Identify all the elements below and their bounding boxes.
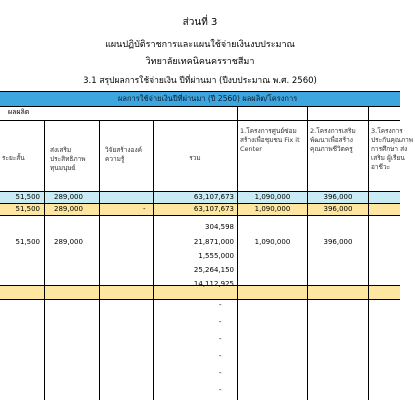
cell-value: 289,000	[54, 238, 83, 246]
empty-dash: -	[219, 335, 222, 343]
empty-dash: -	[219, 352, 222, 360]
band-title: ผลการใช้จ่ายเงินปีที่ผ่านมา (ปี 2560) ผลผลิต/โครงการ	[118, 94, 298, 103]
empty-dash: -	[219, 301, 222, 309]
grid-line	[0, 91, 400, 92]
empty-dash: -	[219, 318, 222, 326]
grid-line	[0, 120, 400, 121]
col-header-human-capital: ส่งเสริมประสิทธิภาพ ทุนมนุษย์	[50, 146, 86, 172]
grid-line	[368, 106, 369, 400]
grid-line	[44, 120, 45, 400]
document-title: แผนปฏิบัติราชการและแผนใช้จ่ายเงินงบประมาณ	[105, 40, 295, 50]
cell-value: -	[143, 205, 146, 213]
cell-value: 1,090,000	[254, 238, 291, 246]
grid-line	[0, 215, 400, 216]
grid-line	[0, 203, 400, 204]
grid-line	[153, 120, 154, 400]
cell-value: 21,871,000	[193, 238, 234, 246]
cell-value: 289,000	[54, 193, 83, 201]
col-header-research: วิจัยสร้างองค์ความรู้	[105, 146, 142, 163]
cell-value: 51,500	[15, 193, 40, 201]
grid-line	[0, 106, 400, 107]
group-label: ผลผลิต	[8, 108, 30, 116]
col-header-short-term: ระยะสั้น	[2, 154, 25, 162]
empty-dash: -	[219, 369, 222, 377]
cell-value: 396,000	[323, 205, 353, 213]
cell-value: 1,090,000	[254, 193, 291, 201]
col-header-quality-assurance: 3.โครงการประกันคุณภาพการศึกษา ส่งเสริม ผู้เรียนอาชีวะ	[371, 127, 414, 171]
cell-value: 1,555,000	[198, 252, 234, 260]
section-subtitle: 3.1 สรุปผลการใช้จ่ายเงิน ปีที่ผ่านมา (ปีงบประมาณ พ.ศ. 2560)	[83, 76, 317, 86]
cell-value: 289,000	[54, 205, 83, 213]
cell-value: 63,107,673	[193, 205, 234, 213]
grid-line	[0, 299, 400, 300]
cell-value: 396,000	[323, 193, 353, 201]
grid-line	[99, 120, 100, 400]
organization-name: วิทยาลัยเทคนิคนครราชสีมา	[145, 57, 255, 67]
grid-line	[237, 106, 238, 400]
cell-value: 51,500	[15, 238, 40, 246]
grid-line	[307, 106, 308, 400]
cell-value: 25,264,150	[193, 266, 234, 274]
col-header-fix-it-center: 1.โครงการศูนย์ซ่อมสร้างเพื่อชุมชน Fix it Center	[240, 127, 300, 153]
cell-value: 51,500	[15, 205, 40, 213]
cell-value: 396,000	[323, 238, 353, 246]
cell-value: 1,090,000	[254, 205, 291, 213]
col-header-total: รวม	[189, 154, 201, 162]
cell-value: 14,112,925	[193, 280, 234, 288]
cell-value: 63,107,673	[193, 193, 234, 201]
budget-table	[0, 91, 414, 400]
col-header-teacher-quality: 2.โครงการเสริมพัฒนาเพื่อสร้างคุณภาพชีวิตครู	[310, 127, 356, 153]
cell-value: 304,598	[205, 223, 234, 231]
grid-line	[0, 191, 400, 192]
section-number: ส่วนที่ 3	[182, 17, 218, 28]
empty-dash: -	[219, 386, 222, 394]
